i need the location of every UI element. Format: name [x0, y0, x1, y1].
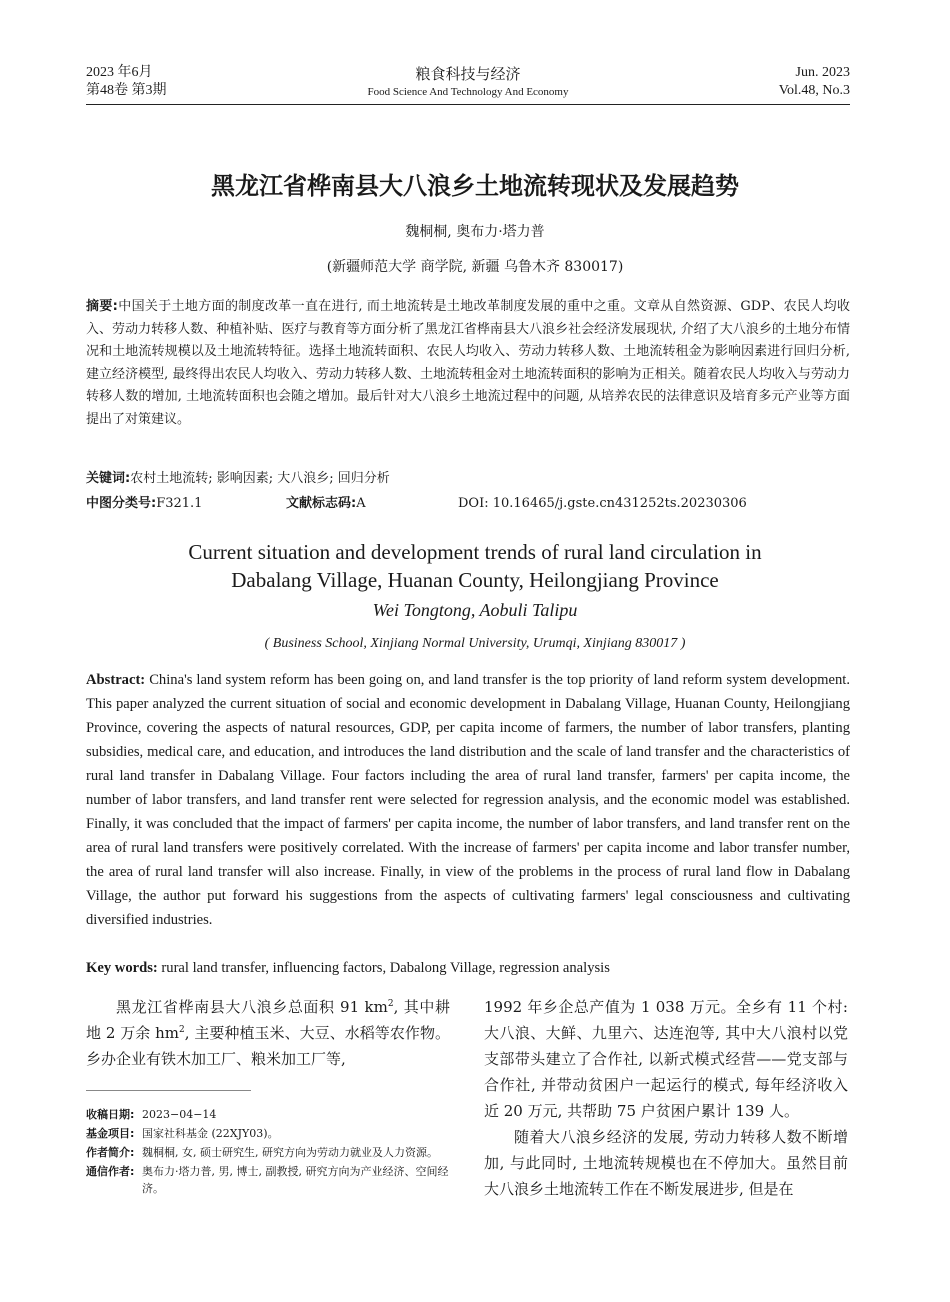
- paper-title-cn: 黑龙江省桦南县大八浪乡土地流转现状及发展趋势: [211, 172, 739, 200]
- classification-row: [86, 494, 850, 514]
- body-paragraph: [86, 994, 450, 1072]
- clc-code: [86, 494, 202, 514]
- footnote-text: 国家社科基金 (22XJY03)。: [142, 1127, 279, 1140]
- page-header: [86, 64, 850, 105]
- clc-label: 中图分类号:: [86, 496, 157, 511]
- header-right: [779, 64, 850, 100]
- body-paragraph: 1992 年乡企总产值为 1 038 万元。全乡有 11 个村: 大八浪、大鲜、九里六、达连泡等, 其中大八浪村以党支部带头建立了合作社, 以新式模式经营——党支部与合作社, 并带动贫困户一起运行的模式, 每年经济收入近 20 万元, 共帮助 75 户贫困户累计 139 人。: [484, 998, 848, 1120]
- doi: DOI: 10.16465/j.gste.cn431252ts.20230306: [458, 496, 747, 511]
- body-column-left: [86, 994, 450, 1072]
- text-run: , 其中耕地 2 万余 hm: [86, 998, 450, 1042]
- footnote-label: 收稿日期:: [86, 1108, 135, 1121]
- abstract-cn-text: 中国关于土地方面的制度改革一直在进行, 而土地流转是土地改革制度发展的重中之重。文章从自然资源、GDP、农民人均收入、劳动力转移人数、种植补贴、医疗与教育等方面分析了黑龙江省桦南县大八浪乡社会经济发展现状, 介绍了大八浪乡的土地分布情况和土地流转规模以及土地流转特征。选择土地流转面积、农民人均收入、劳动力转移人数、土地流转租金为影响因素进行回归分析, 建立经济模型, 最终得出农民人均收入、劳动力转移人数、土地流转租金对土地流转面积的影响为正相关。随着农民人均收入与劳动力转移人数的增加, 土地流转面积也会随之增加。最后针对大八浪乡土地流过程中的问题, 从培养农民的法律意识及培育多元产业等方面提出了对策建议。: [86, 299, 851, 427]
- keywords-cn-label: 关键词:: [86, 471, 131, 486]
- paper-title-en: [0, 538, 950, 594]
- doc-code: [286, 494, 366, 514]
- footnote-text: 奥布力·塔力普, 男, 博士, 副教授, 研究方向为产业经济、空间经济。: [142, 1165, 449, 1195]
- superscript: 2: [179, 1025, 185, 1035]
- doc-label: 文献标志码:: [286, 496, 357, 511]
- header-date-en: Jun. 2023: [795, 65, 850, 80]
- abstract-en-label: Abstract:: [86, 672, 146, 688]
- keywords-en: [86, 956, 610, 980]
- header-volume-cn: 第48卷 第3期: [86, 83, 167, 98]
- authors-en: Wei Tongtong, Aobuli Talipu: [372, 600, 578, 620]
- text-run: , 主要种植玉米、大豆、水稻等农作物。乡办企业有铁木加工厂、粮米加工厂等,: [86, 1024, 450, 1068]
- keywords-en-label: Key words:: [86, 960, 158, 976]
- affiliation-cn: (新疆师范大学 商学院, 新疆 乌鲁木齐 830017): [326, 259, 624, 275]
- doc-value: A: [356, 496, 366, 511]
- abstract-cn-label: 摘要:: [86, 299, 118, 314]
- text-run: 黑龙江省桦南县大八浪乡总面积 91 km: [116, 998, 388, 1016]
- keywords-cn-text: 农村土地流转; 影响因素; 大八浪乡; 回归分析: [130, 471, 390, 486]
- header-center: [86, 66, 850, 100]
- footnote-received: [86, 1106, 450, 1123]
- journal-name-en: Food Science And Technology And Economy: [367, 86, 569, 98]
- footnote-divider: [86, 1090, 251, 1091]
- keywords-en-text: rural land transfer, influencing factors, Dabalong Village, regression analysis: [161, 960, 610, 976]
- header-volume-en: Vol.48, No.3: [778, 83, 850, 98]
- footnote-fund: [86, 1125, 450, 1142]
- footnote-label: 通信作者:: [86, 1165, 135, 1178]
- title-en-line1: Current situation and development trends of rural land circulation in: [188, 540, 762, 564]
- abstract-en: [86, 668, 850, 932]
- footnote-label: 基金项目:: [86, 1127, 135, 1140]
- footnote-corresponding: [86, 1163, 450, 1197]
- abstract-cn: [86, 296, 850, 431]
- footnote-text: 2023−04−14: [142, 1108, 217, 1121]
- body-column-right: [484, 994, 848, 1202]
- authors-cn: 魏桐桐, 奥布力·塔力普: [405, 224, 545, 240]
- footnote-label: 作者简介:: [86, 1146, 135, 1159]
- footnote-author: [86, 1144, 450, 1161]
- superscript: 2: [387, 999, 394, 1009]
- keywords-cn: [86, 469, 390, 489]
- title-en-line2: Dabalang Village, Huanan County, Heilongjiang Province: [231, 568, 719, 592]
- footnote-text: 魏桐桐, 女, 硕士研究生, 研究方向为劳动力就业及人力资源。: [142, 1146, 438, 1159]
- journal-name-cn: 粮食科技与经济: [415, 67, 521, 83]
- footnotes: [86, 1106, 450, 1199]
- affiliation-en: ( Business School, Xinjiang Normal University, Urumqi, Xinjiang 830017 ): [264, 636, 686, 651]
- clc-value: F321.1: [156, 496, 203, 511]
- abstract-en-text: China's land system reform has been going on, and land transfer is the top priority of land reform system development. This paper analyzed the current situation of social and economic development in Dabalang Village, Huanan County, Heilongjiang Province, covering the aspects of natural resources, GDP, per capita income of farmers, the number of labor transfers, planting subsidies, medical care, and education, and introduces the land distribution and the scale of land transfer and the characteristics of rural land transfer in Dabalang Village. Four factors including the area of rural land transfer, farmers' per capita income, the number of labor transfers, and land transfer rent were selected for regression analysis, and the economic model was established. Finally, it was concluded that the impact of farmers' per capita income, the number of labor transfers, and land transfer rent on the area of rural land transfers were positively correlated. With the increase of farmers' per capita income and labor transfer number, the area of rural land transfer will also increase. Finally, in view of the problems in the process of rural land flow in Dabalang Village, the author put forward his suggestions from the aspects of cultivating farmers' legal consciousness and cultivating diversified industries.: [86, 672, 850, 928]
- body-paragraph: 随着大八浪乡经济的发展, 劳动力转移人数不断增加, 与此同时, 土地流转规模也在不停加大。虽然目前大八浪乡土地流转工作在不断发展进步, 但是在: [484, 1128, 848, 1198]
- header-date-cn: 2023 年6月: [86, 65, 153, 80]
